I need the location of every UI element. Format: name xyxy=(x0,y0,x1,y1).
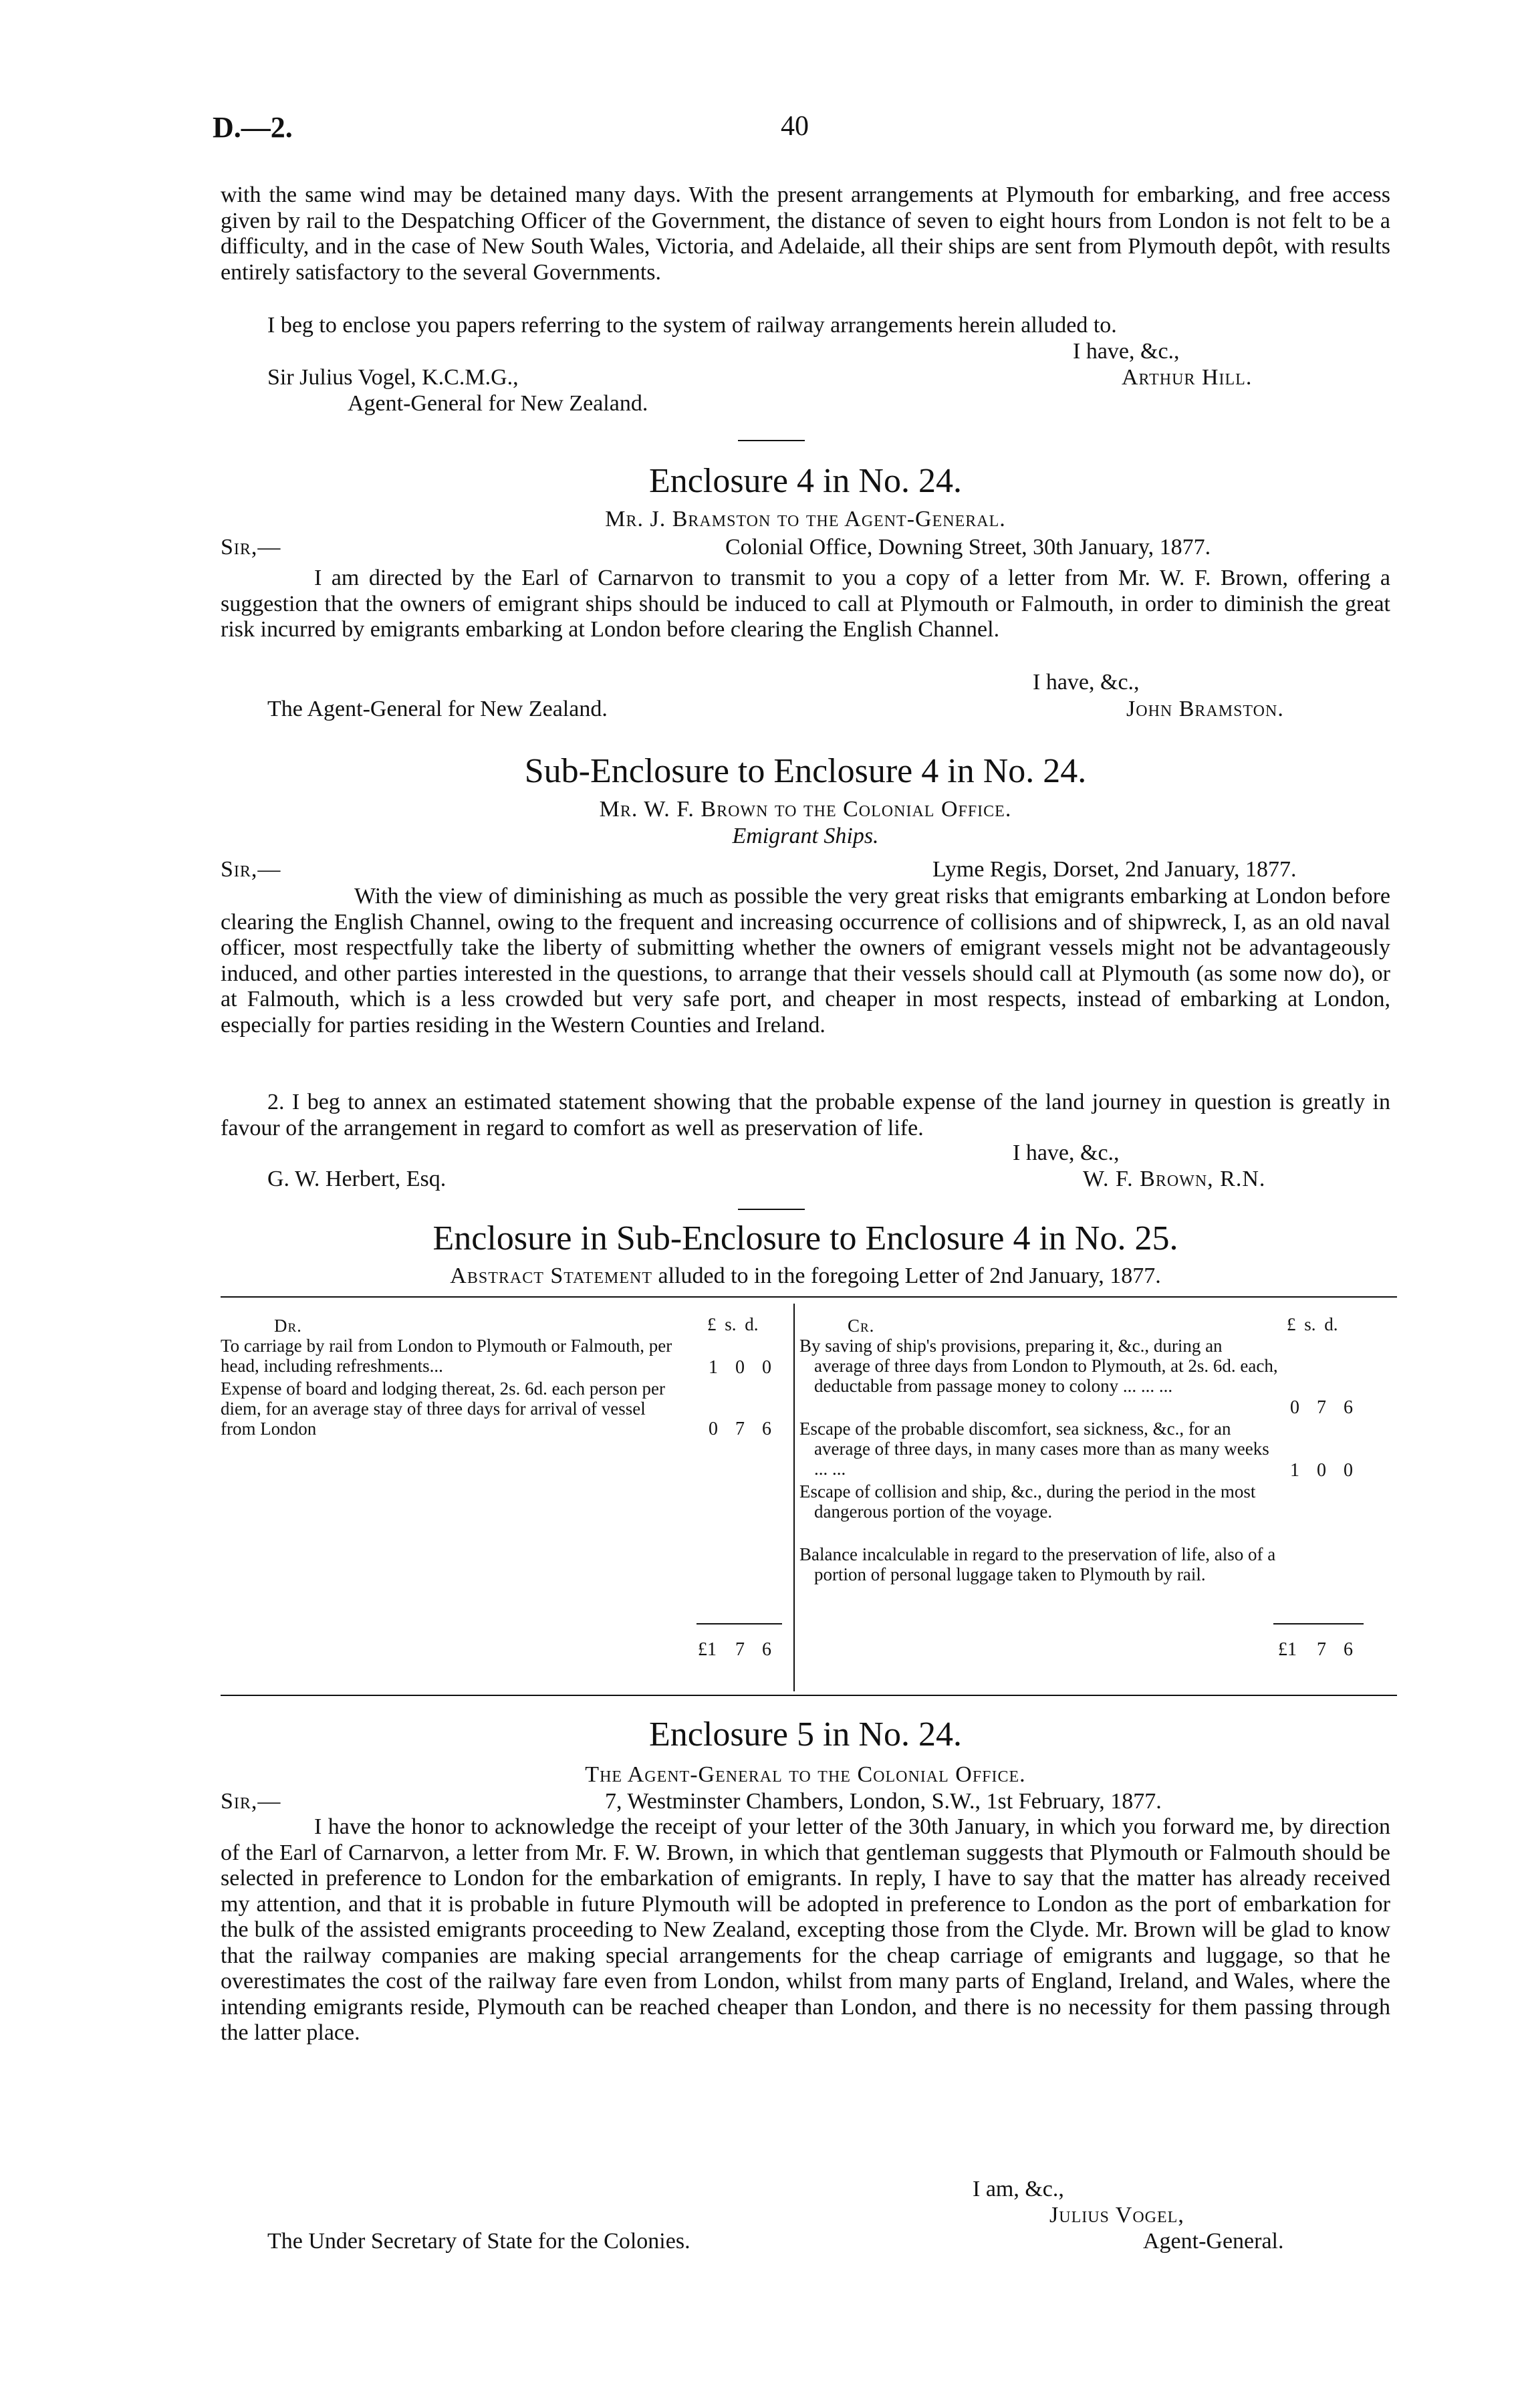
debit-row-shillings: 7 xyxy=(735,1419,745,1439)
enclosure-4-dateline: Colonial Office, Downing Street, 30th January, 1877. xyxy=(725,535,1211,560)
sub-enclosure-addressee: G. W. Herbert, Esq. xyxy=(267,1167,447,1191)
credit-row xyxy=(799,1336,1279,1396)
sub-enclosure-signature: W. F. Brown, R.N. xyxy=(1083,1167,1266,1191)
page-number: 40 xyxy=(781,111,809,142)
section-divider xyxy=(738,1209,805,1210)
enclosure-5-from-to: The Agent-General to the Colonial Office. xyxy=(585,1762,1026,1787)
credit-row-text: Escape of the probable discomfort, sea sickness, &c., for an average of three days, in many cases more than as many weeks ... ... xyxy=(799,1419,1269,1479)
sub-enclosure-from-to: Mr. W. F. Brown to the Colonial Office. xyxy=(599,797,1012,822)
enclosure-4-closing: I have, &c., xyxy=(1033,670,1140,695)
intro-addressee-2: Agent-General for New Zealand. xyxy=(348,391,648,416)
statement-title: Enclosure in Sub-Enclosure to Enclosure 4 in No. 25. xyxy=(432,1219,1178,1257)
enclosure-5-body: I have the honor to acknowledge the receipt of your letter of the 30th January, in which you forward me, by direction of the Earl of Carnarvon, a letter from Mr. F. W. Brown, in which that gentleman suggests that Plymouth or Falmouth should be selected in preference to London for the embarkation of emigrants. In reply, I have to say that the matter has already received my attention, and that it is probable in future Plymouth will be adopted in preference to London as the port of embarkation for the bulk of the assisted emigrants proceeding to New Zealand, excepting those from the Clyde. Mr. Brown will be glad to know that the railway companies are making special arrangements for the cheap carriage of emigrants and luggage, so that he overestimates the cost of the railway fare even from London, whilst from many parts of England, Ireland, and Wales, where the intending emigrants reside, Plymouth can be reached cheaper than London, and there is no necessity for them passing through the latter place. xyxy=(221,1814,1390,2045)
enclosure-5-dateline: 7, Westminster Chambers, London, S.W., 1st February, 1877. xyxy=(605,1789,1162,1814)
credit-label: Cr. xyxy=(848,1316,875,1336)
debit-row-pounds: 0 xyxy=(709,1419,718,1439)
statement-subtitle-rest: alluded to in the foregoing Letter of 2nd January, 1877. xyxy=(658,1263,1161,1288)
debit-total-shillings: 7 xyxy=(735,1639,745,1660)
sub-enclosure-title: Sub-Enclosure to Enclosure 4 in No. 24. xyxy=(524,752,1087,790)
debit-row-pence: 0 xyxy=(762,1357,771,1378)
sub-enclosure-dateline: Lyme Regis, Dorset, 2nd January, 1877. xyxy=(932,857,1297,882)
credit-row-text: Balance incalculable in regard to the preservation of life, also of a portion of personal luggage taken to Plymouth by rail. xyxy=(799,1544,1276,1584)
credit-row-text: By saving of ship's provisions, preparing it, &c., during an average of three days from London to Plymouth, at 2s. 6d. each, deductable from passage money to colony ... ... ... xyxy=(799,1336,1278,1396)
debit-total-pounds: £1 xyxy=(698,1639,717,1660)
credit-row-pence: 0 xyxy=(1344,1460,1353,1481)
sub-enclosure-closing: I have, &c., xyxy=(1013,1140,1120,1165)
debit-row-pounds: 1 xyxy=(709,1357,718,1378)
debit-row xyxy=(221,1336,682,1376)
statement-center-rule xyxy=(793,1304,795,1691)
credit-total-rule xyxy=(1273,1623,1364,1624)
debit-row-shillings: 0 xyxy=(735,1357,745,1378)
debit-total-rule xyxy=(697,1623,782,1624)
debit-row-text: To carriage by rail from London to Plymouth or Falmouth, per head, including refreshments... xyxy=(221,1336,672,1376)
sub-enclosure-paragraph-2: 2. I beg to annex an estimated statement showing that the probable expense of the land journey in question is greatly in favour of the arrangement in regard to comfort as well as preservation of life. xyxy=(221,1090,1390,1140)
sub-enclosure-salutation: Sir,— xyxy=(221,857,281,882)
debit-total-pence: 6 xyxy=(762,1639,771,1660)
statement-subtitle xyxy=(221,1263,1390,1289)
credit-row-pence: 6 xyxy=(1344,1397,1353,1418)
credit-row xyxy=(799,1544,1279,1584)
enclosure-5-addressee: The Under Secretary of State for the Colonies. xyxy=(267,2229,690,2254)
credit-row xyxy=(799,1419,1279,1479)
enclosure-4-signature: John Bramston. xyxy=(1126,697,1284,721)
enclosure-4-addressee: The Agent-General for New Zealand. xyxy=(267,697,608,721)
statement-bottom-rule xyxy=(221,1695,1397,1696)
credit-total-pounds: £1 xyxy=(1278,1639,1297,1660)
intro-closing: I have, &c., xyxy=(1073,339,1180,364)
document-code: D.—2. xyxy=(213,111,293,144)
sub-enclosure-paragraph-1: With the view of diminishing as much as possible the very great risks that emigrants embarking at London before clearing the English Channel, owing to the frequent and increasing occurrence of collisions and of shipwreck, I, as an old naval officer, most respectfully take the liberty of submitting whether the owners of emigrant vessels might not be advantageously induced, and other parties interested in the questions, to arrange that their vessels should call at Plymouth (as some now do), or at Falmouth, which is a less crowded but very safe port, and cheaper in most respects, instead of embarking at London, especially for parties residing in the Western Counties and Ireland. xyxy=(221,884,1390,1038)
credit-total-pence: 6 xyxy=(1344,1639,1353,1660)
enclosure-5-salutation: Sir,— xyxy=(221,1789,281,1814)
debit-currency-header: £ s. d. xyxy=(707,1314,759,1334)
enclosure-4-title: Enclosure 4 in No. 24. xyxy=(649,462,962,500)
credit-total-shillings: 7 xyxy=(1317,1639,1326,1660)
credit-row-shillings: 0 xyxy=(1317,1460,1326,1481)
debit-row-text: Expense of board and lodging thereat, 2s. 6d. each person per diem, for an average stay of three days for arrival of vessel from London xyxy=(221,1378,666,1439)
intro-addressee-1: Sir Julius Vogel, K.C.M.G., xyxy=(267,365,519,390)
credit-row xyxy=(799,1481,1279,1522)
intro-paragraph-2: I beg to enclose you papers referring to the system of railway arrangements herein alluded to. xyxy=(267,313,1117,338)
enclosure-5-signature: Julius Vogel, xyxy=(1049,2203,1184,2228)
credit-currency-header: £ s. d. xyxy=(1287,1314,1338,1334)
intro-paragraph-1: with the same wind may be detained many days. With the present arrangements at Plymouth for embarking, and free access given by rail to the Despatching Officer of the Government, the distance of seven to eight hours from London is not felt to be a difficulty, and in the case of New South Wales, Victoria, and Adelaide, all their ships are sent from Plymouth depôt, with results entirely satisfactory to the several Governments. xyxy=(221,183,1390,285)
enclosure-5-signature-title: Agent-General. xyxy=(1143,2229,1284,2254)
intro-signature: Arthur Hill. xyxy=(1122,365,1253,390)
statement-subtitle-caps: Abstract Statement xyxy=(450,1263,652,1288)
statement-top-rule xyxy=(221,1296,1397,1298)
enclosure-4-from-to: Mr. J. Bramston to the Agent-General. xyxy=(605,507,1006,531)
enclosure-4-body: I am directed by the Earl of Carnarvon to transmit to you a copy of a letter from Mr. W. F. Brown, offering a suggestion that the owners of emigrant ships should be induced to call at Plymouth or Falmouth, in order to diminish the great risk incurred by emigrants embarking at London before clearing the English Channel. xyxy=(221,566,1390,642)
credit-row-text: Escape of collision and ship, &c., during the period in the most dangerous portion of the voyage. xyxy=(799,1481,1256,1522)
section-divider xyxy=(738,440,805,441)
credit-row-pounds: 1 xyxy=(1290,1460,1299,1481)
enclosure-4-salutation: Sir,— xyxy=(221,535,281,560)
credit-row-shillings: 7 xyxy=(1317,1397,1326,1418)
debit-label: Dr. xyxy=(274,1316,302,1336)
enclosure-5-closing: I am, &c., xyxy=(973,2177,1064,2201)
enclosure-5-title: Enclosure 5 in No. 24. xyxy=(649,1715,962,1754)
credit-row-pounds: 0 xyxy=(1290,1397,1299,1418)
debit-row xyxy=(221,1378,682,1439)
sub-enclosure-subject: Emigrant Ships. xyxy=(732,824,879,848)
debit-row-pence: 6 xyxy=(762,1419,771,1439)
